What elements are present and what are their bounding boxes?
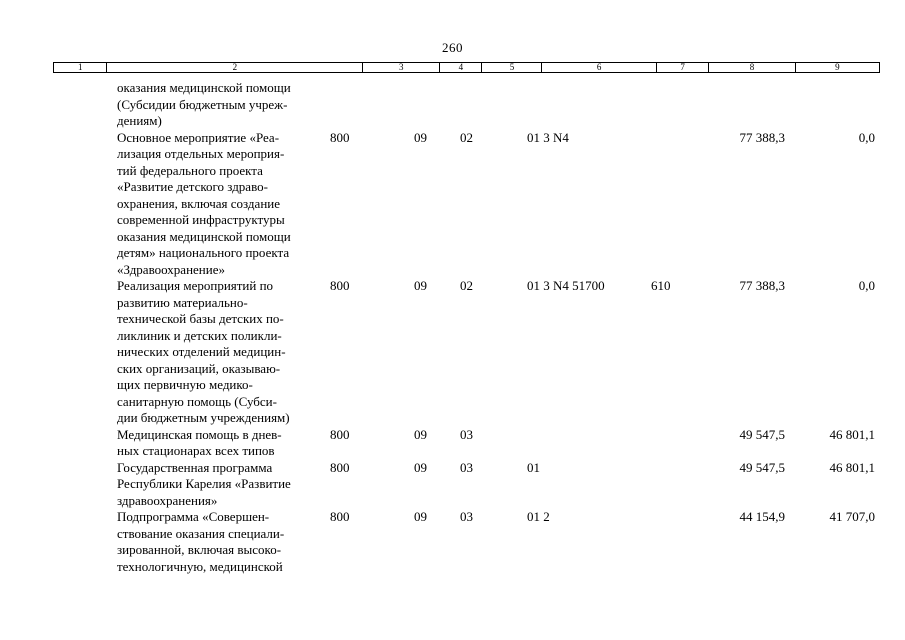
description-line: (Субсидии бюджетным учреж- (117, 96, 288, 112)
header-col-7: 7 (657, 63, 710, 72)
description-line: ликлиник и детских поликли- (117, 327, 282, 343)
header-col-8: 8 (709, 63, 795, 72)
description-line: оказания медицинской помощи (117, 80, 291, 95)
description-line: щих первичную медико- (117, 377, 253, 392)
cell-c8: 49 547,5 (739, 426, 785, 442)
header-col-6: 6 (542, 63, 656, 72)
description-line: Подпрограмма «Совершен- (117, 509, 270, 524)
description-line: здравоохранения» (117, 492, 218, 508)
description-line: дениям) (117, 113, 162, 128)
cell-c3: 800 (330, 129, 350, 145)
cell-c3: 800 (330, 278, 350, 293)
description-line: «Развитие детского здраво- (117, 179, 268, 194)
description-line: Медицинская помощь в днев- (117, 426, 282, 442)
cell-c6: 01 (527, 459, 540, 475)
header-col-2: 2 (107, 63, 363, 72)
description-line: Реализация мероприятий по (117, 278, 274, 293)
description-line: детям» национального проекта (117, 245, 290, 260)
header-col-1: 1 (54, 63, 107, 72)
cell-c5: 03 (460, 426, 473, 442)
description-line: тий федерального проекта (117, 162, 263, 178)
header-col-9: 9 (835, 62, 840, 72)
cell-c3: 800 (330, 509, 350, 524)
header-col-5: 5 (482, 63, 542, 72)
table-header (53, 62, 880, 73)
description-line: Республики Карелия «Развитие (117, 476, 291, 491)
cell-c8: 77 388,3 (739, 278, 785, 293)
table-row (117, 80, 877, 130)
cell-c4: 09 (414, 426, 427, 442)
cell-c3: 800 (330, 459, 350, 475)
header-col-4: 4 (440, 63, 482, 72)
cell-c8: 77 388,3 (739, 129, 785, 145)
row-description (117, 427, 327, 460)
cell-c6: 01 3 N4 (527, 129, 569, 145)
table-body (117, 80, 877, 575)
description-line: Государственная программа (117, 459, 273, 475)
row-description (117, 460, 327, 510)
description-line: «Здравоохранение» (117, 261, 225, 277)
table-row (117, 427, 877, 460)
row-description (117, 278, 327, 427)
cell-c9: 41 707,0 (829, 509, 875, 524)
description-line: ских организаций, оказываю- (117, 360, 281, 376)
description-line: ных стационарах всех типов (117, 443, 275, 458)
description-line: развитию материально- (117, 294, 248, 310)
page-number: 260 (442, 40, 463, 55)
description-line: Основное мероприятие «Реа- (117, 129, 280, 145)
table-row (117, 278, 877, 427)
description-line: ствование оказания специали- (117, 525, 285, 541)
cell-c3: 800 (330, 426, 350, 442)
description-line: лизация отдельных мероприя- (117, 146, 285, 161)
header-col-3: 3 (363, 63, 440, 72)
description-line: охранения, включая создание (117, 195, 281, 211)
row-description (117, 130, 327, 279)
description-line: санитарную помощь (Субси- (117, 393, 277, 409)
description-line: дии бюджетным учреждениям) (117, 410, 290, 425)
table-row (117, 460, 877, 510)
cell-c9: 0,0 (858, 129, 875, 145)
cell-c9: 46 801,1 (829, 426, 875, 442)
cell-c4: 09 (414, 278, 427, 293)
cell-c9: 0,0 (858, 278, 875, 293)
description-line: оказания медицинской помощи (117, 228, 291, 244)
description-line: технической базы детских по- (117, 311, 284, 326)
description-line: нических отделений медицин- (117, 344, 286, 359)
cell-c5: 03 (460, 459, 473, 475)
cell-c5: 02 (460, 129, 473, 145)
cell-c8: 49 547,5 (739, 459, 785, 475)
description-line: зированной, включая высоко- (117, 542, 282, 557)
description-line: технологичную, медицинской (117, 558, 283, 574)
row-description (117, 80, 327, 130)
cell-c9: 46 801,1 (829, 459, 875, 475)
table-row (117, 509, 877, 575)
cell-c4: 09 (414, 459, 427, 475)
cell-c8: 44 154,9 (739, 509, 785, 524)
cell-c4: 09 (414, 129, 427, 145)
description-line: современной инфраструктуры (117, 212, 285, 227)
row-description (117, 509, 327, 575)
cell-c7: 610 (651, 278, 671, 293)
cell-c6: 01 2 (527, 509, 550, 524)
cell-c6: 01 3 N4 51700 (527, 278, 605, 293)
cell-c5: 03 (460, 509, 473, 524)
cell-c5: 02 (460, 278, 473, 293)
cell-c4: 09 (414, 509, 427, 524)
table-row (117, 130, 877, 279)
